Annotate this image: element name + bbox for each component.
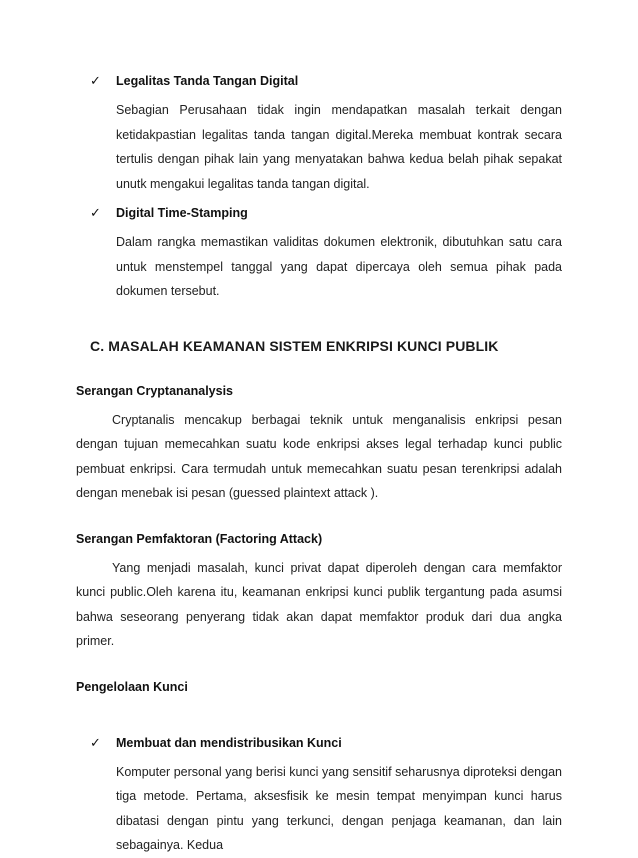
- check-item-body: Dalam rangka memastikan validitas dokumen elektronik, dibutuhkan satu cara untuk menstempel tanggal yang dapat dipercaya oleh semua pihak pada dokumen tersebut.: [116, 235, 562, 298]
- check-mark-icon: ✓: [90, 73, 101, 88]
- check-mark-icon: ✓: [90, 205, 101, 220]
- subsection-heading-cryptanalysis: Serangan Cryptananalysis: [76, 383, 234, 398]
- check-item-legalitas: [90, 64, 562, 196]
- check-item-body: Komputer personal yang berisi kunci yang sensitif seharusnya diproteksi dengan tiga metode. Pertama, aksesfisik ke mesin tempat menyimpan kunci harus dibatasi dengan pintu yang terkunci, dengan penjaga keamanan, dan lain sebagainya. Kedua: [116, 764, 562, 852]
- subsection-heading-factoring: Serangan Pemfaktoran (Factoring Attack): [76, 531, 323, 546]
- check-item-title: Legalitas Tanda Tangan Digital: [116, 74, 299, 88]
- paragraph-cryptanalysis: Cryptanalis mencakup berbagai teknik untuk menganalisis enkripsi pesan dengan tujuan memecahkan suatu kode enkripsi akses legal terhadap kunci public pembuat enkripsi. Cara termudah untuk memecahkan suatu pesan terenkripsi adalah dengan menebak isi pesan (guessed plaintext attack ).: [76, 412, 562, 500]
- subsection-heading-key-management: Pengelolaan Kunci: [76, 679, 188, 694]
- check-item-body: Sebagian Perusahaan tidak ingin mendapatkan masalah terkait dengan ketidakpastian legalitas tanda tangan digital.Mereka membuat kontrak secara tertulis dengan pihak lain yang menyatakan bahwa kedua belah pihak sepakat unutk mengakui legalitas tanda tangan digital.: [116, 103, 562, 191]
- check-mark-icon: ✓: [90, 734, 101, 750]
- check-item-key-distribution: [90, 726, 562, 858]
- section-title: C. MASALAH KEAMANAN SISTEM ENKRIPSI KUNCI PUBLIK: [90, 337, 499, 354]
- check-item-title: Membuat dan mendistribusikan Kunci: [116, 735, 342, 750]
- check-item-time-stamping: [90, 196, 562, 304]
- paragraph-factoring: Yang menjadi masalah, kunci privat dapat diperoleh dengan cara memfaktor kunci public.Oleh karena itu, keamanan enkripsi kunci publik tergantung pada asumsi bahwa seseorang penyerang tidak akan dapat memfaktor produk dari dua angka primer.: [76, 560, 562, 648]
- check-item-header: [90, 196, 562, 230]
- check-item-title: Digital Time-Stamping: [116, 206, 248, 220]
- check-item-header: [90, 64, 562, 98]
- check-item-header: [90, 726, 562, 760]
